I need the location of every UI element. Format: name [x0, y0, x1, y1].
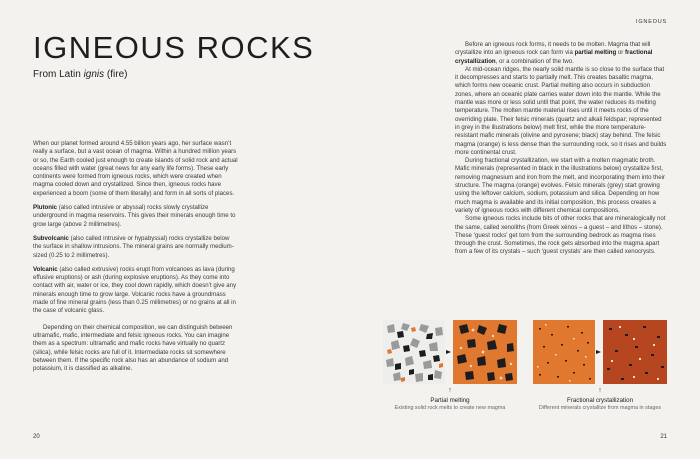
- formation-text-d: , or a combination of the two.: [495, 57, 574, 65]
- figure-partial-melting: [383, 320, 517, 420]
- up-arrow-icon: ↑: [598, 387, 602, 394]
- up-arrow-icon: ↑: [448, 387, 452, 394]
- xenolith-paragraph: Some igneous rocks include bits of other rocks that are mineralogically not the same, called xenoliths (from Greek xénos – a guest – and líthos – stone). These ‘guest rocks’ get torn from the surrounding bedrock as magma rises through the crust. Sometimes, the rock gets absorbed into the magma apart from a few of its crystals – such ‘guest crystals’ are then called xenocrysts.: [455, 215, 666, 256]
- figure-caption: Different minerals crystallize from magma in stages: [538, 405, 662, 411]
- page-subtitle: [33, 69, 128, 80]
- page-title: IGNEOUS ROCKS: [33, 30, 315, 65]
- figure-fractional-crystallization: [533, 320, 667, 420]
- page-number-right: 21: [660, 434, 667, 440]
- figure-caption: Existing solid rock melts to create new magma: [394, 405, 506, 411]
- formation-text-a: Before an igneous rock forms, it needs to be molten. Magma that will crystallize into an igneous rock can form via: [455, 41, 651, 57]
- term-fractional-crystallization: fractional crystallization: [455, 49, 653, 65]
- formation-paragraph: [455, 41, 667, 66]
- running-header: IGNEOUS: [636, 19, 667, 25]
- volcanic-paragraph: [33, 266, 239, 316]
- fractional-crystallization-paragraph: During fractional crystallization, we start with a molten magmatic broth. Mafic minerals (represented in black in the illustrations below) crystallize first, removing magnesium and iron from the melt, and incorporating them into their structure. The magma (orange) evolves. Felsic minerals (grey) start growing using the leftover calcium, sodium, potassium and silica. Depending on how much magma is available and its initial composition, this process creates a variety of igneous rocks with different chemical compositions.: [455, 157, 665, 214]
- volcanic-term: Volcanic: [33, 265, 58, 273]
- partial-melting-paragraph: At mid-ocean ridges, the nearly solid mantle is so close to the surface that it decompresses and starts to partially melt. This creates basaltic magma, which forms new oceanic crust. Partial melting also occurs in subduction zones, where an oceanic plate carries water down into the mantle. While the mantle was more or less solid until that point, the water reduces its melting temperature. The molten mantle material rises until it meets rocks of the overriding plate. Their felsic minerals (quartz and alkali feldspar; represented in grey in the illustrations below) melt first, while the more temperature-resistant mafic minerals (olivine and pyroxene; black) stay behind. The felsic magma (orange) is less dense than the surrounding rock, so it rises and builds more continental crust.: [455, 65, 667, 156]
- fractional-crystallization-illustration: [533, 320, 667, 384]
- left-text-column: [33, 140, 239, 379]
- term-partial-melting: partial melting: [574, 49, 617, 57]
- plutonic-paragraph: [33, 204, 239, 229]
- intro-paragraph: When our planet formed around 4.55 billion years ago, her surface wasn’t really a surface, but a vast ocean of magma. Within a hundred million years or so, the Earth cooled just enough to create islands of solid rock and actual oceans filled with water (great news for any early life forms). These early continents were formed from igneous rocks, which were created when magma cooled down and crystallized. Since then, igneous rocks have experienced a boom (some of them literally) and form in all sorts of places.: [33, 140, 238, 197]
- right-page: [350, 0, 700, 459]
- subvolcanic-paragraph: [33, 235, 239, 260]
- molten-magma-tile: [533, 320, 595, 384]
- subvolcanic-term: Subvolcanic: [33, 234, 69, 242]
- crystallizing-magma-tile: [603, 320, 667, 384]
- subtitle-suffix: (fire): [104, 69, 128, 80]
- illustrations: [383, 320, 667, 420]
- right-arrow-icon: [446, 350, 451, 354]
- subtitle-italic: ignis: [83, 69, 105, 80]
- volcanic-text: (also called extrusive) rocks erupt from volcanoes as lava (during effusive eruptions) or ash (during explosive eruptions). As they come into contact with air, water or ice, they cool down rapidly, which doesn’t give any minerals enough time to grow large. Volcanic rocks have a groundmass made of fine mineral grains (less than 0.25 millimetres) or no grains at all in the case of volcanic glass.: [33, 265, 237, 315]
- partial-melting-illustration: [383, 320, 517, 384]
- right-arrow-icon: [596, 350, 601, 354]
- figure-title: Fractional crystallization: [566, 397, 634, 404]
- plutonic-term: Plutonic: [33, 204, 58, 212]
- composition-paragraph: Depending on their chemical composition, we can distinguish between ultramafic, mafic, intermediate and felsic igneous rocks. You can imagine them as a spectrum: ultramafic and mafic rocks have virtually no quartz (silica), while felsic rocks are full of it. Intermediate rocks sit somewhere between them. If the specific rock also has an abundance of sodium and potassium, it is classified as alkaline.: [33, 323, 233, 373]
- subvolcanic-text: (also called intrusive or hypabyssal) rocks crystallize below the surface in shallow intrusions. The mineral grains are normally medium-sized (0.25 to 2 millimetres).: [33, 234, 234, 259]
- formation-text-c: or: [616, 49, 626, 57]
- right-text-column: [455, 41, 667, 257]
- figure-title: Partial melting: [430, 397, 470, 404]
- subtitle-prefix: From Latin: [33, 69, 84, 80]
- page-number-left: 20: [33, 434, 40, 440]
- plutonic-text: (also called intrusive or abyssal) rocks slowly crystallize underground in magma reservoirs. This gives their minerals enough time to grow large (above 2 millimetres).: [33, 204, 236, 228]
